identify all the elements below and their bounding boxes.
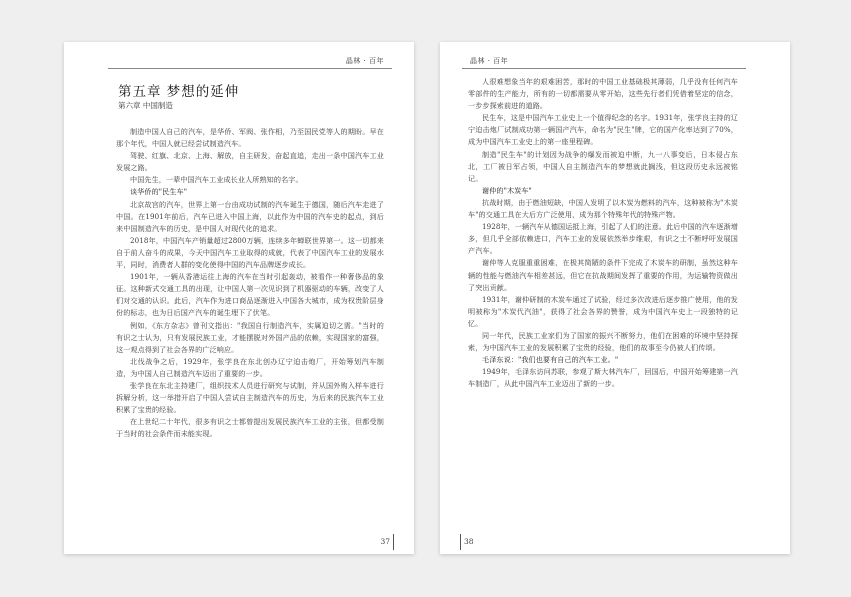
paragraph: 1928年，一辆汽车从德国运抵上海，引起了人们的注意。此后中国的汽车逐渐增多，但几乎全部依赖进口，汽车工业的发展依然举步维艰，有识之士不断呼吁发展国产汽车。 — [468, 222, 738, 256]
paragraph: 例如，《东方杂志》曾刊文指出："我国自行制造汽车，实属迫切之需。"当时的有识之士认为，只有发展民族工业，才能摆脱对外国产品的依赖，实现国家的富强，这一观点得到了社会各界的广泛响应。 — [116, 320, 384, 354]
body-text — [468, 76, 738, 531]
paragraph: 民生车，这是中国汽车工业史上一个值得纪念的名字。1931年，张学良主持的辽宁迫击炮厂试制成功第一辆国产汽车，命名为"民生"牌，它的国产化率达到了70%，成为中国汽车工业史上的第一座里程碑。 — [468, 113, 738, 147]
paragraph: 谢仲等人克服重重困难，在极其简陋的条件下完成了木炭车的研制，虽然这种车辆的性能与燃油汽车相差甚远，但它在抗战期间发挥了重要的作用，为运输物资做出了突出贡献。 — [468, 258, 738, 292]
paragraph: 1901年，一辆从香港运往上海的汽车在当时引起轰动，被看作一种奢侈品的象征。这种新式交通工具的出现，让中国人第一次见识到了机器驱动的车辆，改变了人们对交通的认识。此后，汽车作为进口商品逐渐进入中国各大城市，成为权贵阶层身份的标志，也为日后国产汽车的诞生埋下了伏笔。 — [116, 272, 384, 318]
page-number: 37 — [380, 537, 390, 546]
body-text — [116, 126, 384, 532]
header-rule — [108, 68, 392, 69]
right-page — [440, 42, 790, 554]
page-number-bar — [460, 534, 461, 550]
paragraph: 1949年，毛泽东访问苏联，参观了斯大林汽车厂，回国后，中国开始筹建第一汽车制造厂，从此中国汽车工业迈出了新的一步。 — [468, 367, 738, 389]
header-rule — [462, 68, 746, 69]
page-number: 38 — [464, 537, 474, 546]
section-heading: 毛泽东说："我们也要有自己的汽车工业。" — [482, 355, 619, 365]
chapter-subtitle: 第六章 中国制造 — [118, 101, 173, 110]
paragraph: 在上世纪二十年代，很多有识之士都曾提出发展民族汽车工业的主张，但都受制于当时的社会条件而未能实现。 — [116, 417, 384, 439]
paragraph: 制造中国人自己的汽车，是华侨、军阀、张作相，乃至国民党等人的期盼。早在那个年代，中国人就已经尝试制造汽车。 — [116, 127, 384, 149]
paragraph: 驾驶、红旗、北京、上海、解放，自主研发，奋起直追，走出一条中国汽车工业发展之路。 — [116, 151, 384, 173]
paragraph: 抗战时期，由于燃油短缺，中国人发明了以木炭为燃料的汽车，这种被称为"木炭车"的交通工具在大后方广泛使用，成为那个特殊年代的特殊产物。 — [468, 197, 738, 220]
paragraph: 人很难想象当年的艰难困苦，那时的中国工业基础极其薄弱，几乎没有任何汽车零部件的生产能力，所有的一切都需要从零开始，这些先行者们凭借着坚定的信念，一步步探索前进的道路。 — [468, 77, 738, 111]
section-heading: 谢仲的"木炭车" — [482, 185, 532, 195]
page-number-bar — [393, 534, 394, 550]
paragraph: 北京故宫的汽车，世界上第一台由成功试制的汽车诞生于德国，随后汽车走进了中国。在1901年前后，汽车已进入中国上海，以此作为中国的汽车史的起点，到后来中国制造汽车的历史，是中国人对现代化的追求。 — [116, 199, 384, 233]
chapter-title: 第五章 梦想的延伸 — [118, 84, 240, 100]
section-heading: 谈华侨的"民生车" — [130, 187, 188, 197]
running-header: 晶林 · 百年 — [470, 57, 509, 65]
paragraph: 2018年，中国汽车产销量超过2800万辆，连续多年蝉联世界第一。这一切都来自于前人奋斗的成果，今天中国汽车工业取得的成就，代表了中国汽车工业的发展水平，同时，消费者人群的变化使得中国的汽车品牌逐步成长。 — [116, 235, 384, 270]
paragraph: 中国先生，一辈中国汽车工业成长业人所熟知的名字。 — [130, 175, 303, 185]
running-header: 晶林 · 百年 — [345, 57, 384, 65]
paragraph: 制造"民生车"的计划因为战争的爆发而被迫中断，九一八事变后，日本侵占东北，工厂被日军占领，中国人自主制造汽车的梦想就此搁浅，但这段历史永远被铭记。 — [468, 149, 738, 183]
paragraph: 1931年，谢仲研制的木炭车通过了试验，经过多次改进后逐步推广使用，他的发明被称为"木炭代汽油"，获得了社会各界的赞誉，成为中国汽车史上一段独特的记忆。 — [468, 294, 738, 328]
paragraph: 张学良在东北主持建厂，组织技术人员进行研究与试制，并从国外购入样车进行拆解分析，这一举措开启了中国人尝试自主制造汽车的历史，为后来的民族汽车工业积累了宝贵的经验。 — [116, 380, 384, 415]
left-page — [64, 42, 414, 554]
paragraph: 北伐战争之后，1929年，张学良在东北创办辽宁迫击炮厂，开始筹划汽车制造，为中国人自己制造汽车迈出了重要的一步。 — [116, 356, 384, 378]
paragraph: 同一年代，民族工业家们为了国家的振兴不断努力，他们在困难的环境中坚持探索，为中国汽车工业的发展积累了宝贵的经验，他们的故事至今仍被人们传颂。 — [468, 330, 738, 353]
